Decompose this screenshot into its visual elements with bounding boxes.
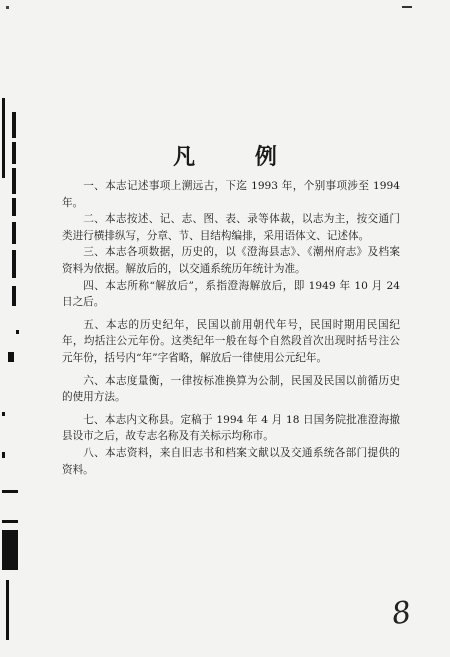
page-title: 凡 例 [173,144,303,170]
paragraph-3: 三、本志各项数据，历史的，以《澄海县志》、《潮州府志》及档案资料为依据。解放后的，以交通系统历年统计为准。 [62,246,400,275]
paragraph-6: 六、本志度量衡，一律按标准换算为公制，民国及民国以前循历史的使用方法。 [62,374,400,404]
paragraph-1: 一、本志记述事项上溯远古，下迄 1993 年，个别事项涉至 1994 年。 [62,180,400,209]
scan-mark [6,6,9,9]
paragraph-5: 五、本志的历史纪年，民国以前用朝代年号，民国时期用民国纪年，均括注公元年份。这类纪年一般在每个自然段首次出现时括号注公元年份，括号内“年”字省略，解放后一律使用公元纪年。 [62,318,400,364]
paragraph-7: 七、本志内文称县。定稿于 1994 年 4 月 18 日国务院批准澄海撤县设市之后，故专志名称及有关标示均称市。 [62,413,400,443]
paragraph-4: 四、本志所称“解放后”，系指澄海解放后，即 1949 年 10 月 24 日之后。 [62,279,400,309]
scan-mark [402,6,412,8]
paragraph-2: 二、本志按述、记、志、图、表、录等体裁，以志为主，按交通门类进行横排纵写，分章、节、目结构编排，采用语体文、记述体。 [62,213,400,242]
paragraph-8: 八、本志资料，来自旧志书和档案文献以及交通系统各部门提供的资料。 [62,446,400,476]
binding-edge [0,0,22,657]
body-text [62,178,400,478]
handwritten-page-number: 8 [389,594,414,633]
